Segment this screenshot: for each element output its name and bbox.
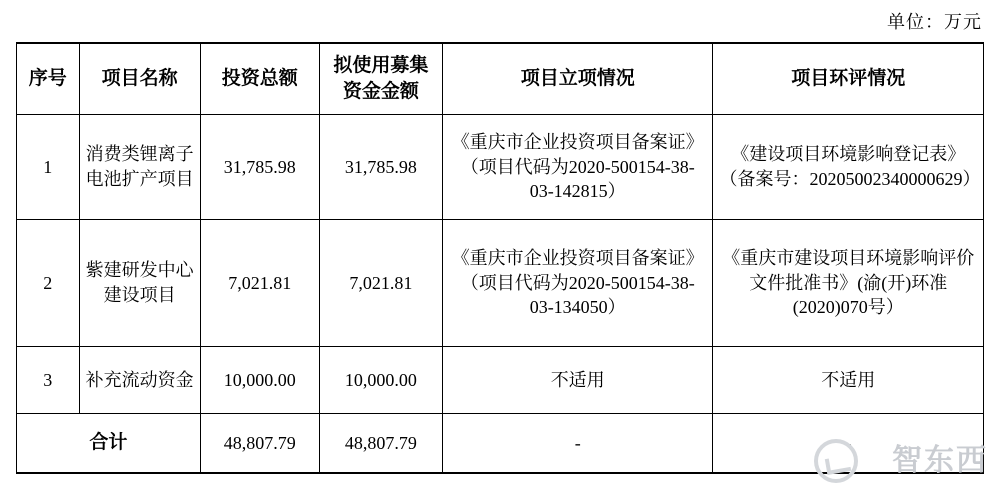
table-row <box>17 347 984 414</box>
table-header <box>17 43 984 115</box>
cell-total-investment: 10,000.00 <box>200 347 319 414</box>
cell-raised-funds: 10,000.00 <box>319 347 442 414</box>
projects-table <box>16 42 984 474</box>
header-row <box>17 43 984 115</box>
table-row <box>17 220 984 347</box>
table-body <box>17 115 984 474</box>
table-row <box>17 115 984 220</box>
cell-raised-funds: 7,021.81 <box>319 220 442 347</box>
cell-no: 2 <box>17 220 80 347</box>
cell-project-name: 紫建研发中心建设项目 <box>79 220 200 347</box>
cell-approval-sum: - <box>442 414 713 474</box>
cell-environment: 不适用 <box>713 347 984 414</box>
cell-total-investment: 31,785.98 <box>200 115 319 220</box>
cell-approval: 《重庆市企业投资项目备案证》（项目代码为2020-500154-38-03-134050） <box>442 220 713 347</box>
header-cell-raised-funds: 拟使用募集资金金额 <box>319 43 442 115</box>
cell-approval: 《重庆市企业投资项目备案证》（项目代码为2020-500154-38-03-142815） <box>442 115 713 220</box>
unit-label: 单位：万元 <box>887 12 982 32</box>
cell-raised-funds-sum: 48,807.79 <box>319 414 442 474</box>
watermark-text: 智东西 <box>892 444 988 477</box>
header-cell-approval: 项目立项情况 <box>442 43 713 115</box>
header-cell-environment: 项目环评情况 <box>713 43 984 115</box>
watermark-logo-icon <box>814 439 858 483</box>
fundraising-projects-table <box>16 42 984 474</box>
cell-environment: 《建设项目环境影响登记表》（备案号：20205002340000629） <box>713 115 984 220</box>
cell-raised-funds: 31,785.98 <box>319 115 442 220</box>
header-cell-total-investment: 投资总额 <box>200 43 319 115</box>
cell-project-name: 消费类锂离子电池扩产项目 <box>79 115 200 220</box>
header-cell-no: 序号 <box>17 43 80 115</box>
cell-total-investment-sum: 48,807.79 <box>200 414 319 474</box>
cell-no: 3 <box>17 347 80 414</box>
header-cell-name: 项目名称 <box>79 43 200 115</box>
cell-project-name: 补充流动资金 <box>79 347 200 414</box>
cell-environment-sum: - <box>713 414 984 474</box>
cell-total-investment: 7,021.81 <box>200 220 319 347</box>
cell-approval: 不适用 <box>442 347 713 414</box>
cell-no: 1 <box>17 115 80 220</box>
cell-environment: 《重庆市建设项目环境影响评价文件批准书》(渝(开)环准(2020)070号） <box>713 220 984 347</box>
cell-total-label: 合计 <box>17 414 201 474</box>
